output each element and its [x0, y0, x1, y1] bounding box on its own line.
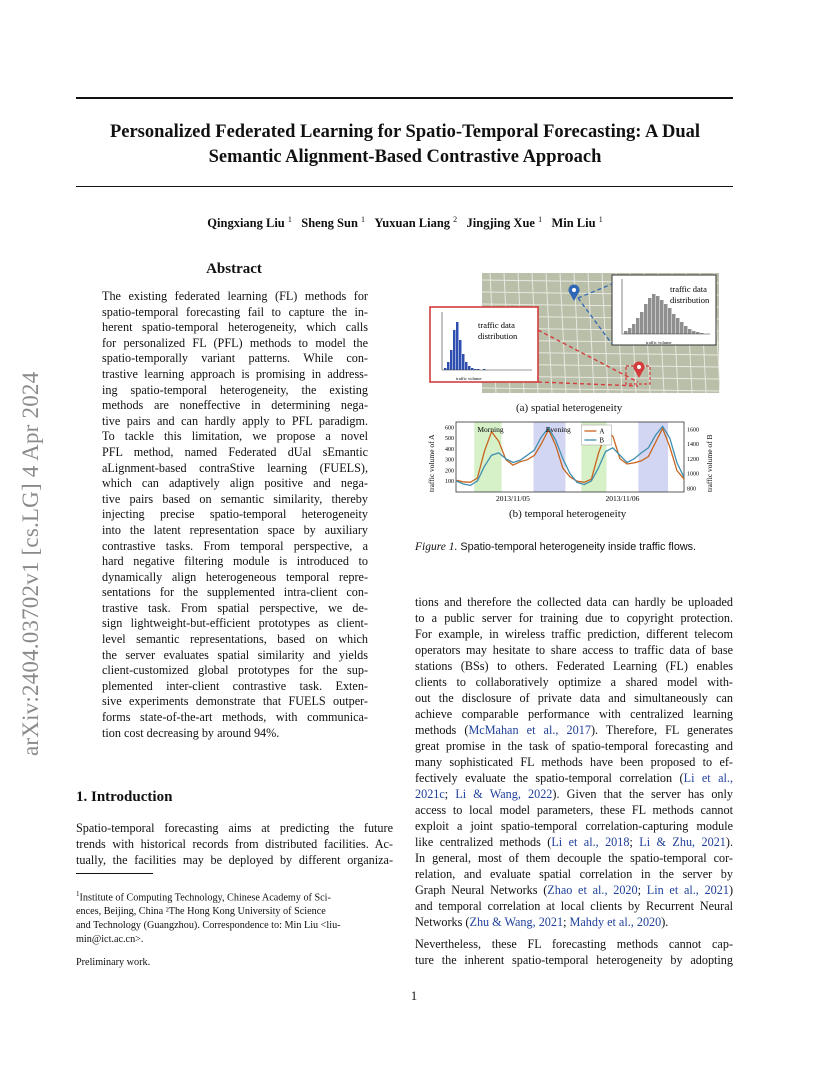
author-name: Yuxuan Liang: [374, 216, 454, 231]
arxiv-stamp: arXiv:2404.03702v1 [cs.LG] 4 Apr 2024: [18, 371, 43, 756]
hist-right-label-1: traffic data: [670, 284, 707, 294]
hist-right-bar: [664, 304, 668, 334]
hist-right-bar: [644, 304, 648, 334]
y2-axis-label: traffic volume of B: [705, 434, 714, 492]
body-line: clients to collaboratively optimize a shared model with-: [415, 675, 733, 689]
abstract-line: spatio-temporally variant patterns. While con-: [102, 351, 368, 366]
hist-right-bar: [648, 298, 652, 334]
abstract-line: trastive task. From spatial perspective, we de-: [102, 600, 368, 615]
abstract-line: for personalized FL (PFL) methods to model the: [102, 335, 368, 350]
y-tick-label: 200: [445, 468, 454, 475]
author-name: Sheng Sun: [301, 216, 362, 231]
page-number: 1: [410, 989, 418, 1003]
right-column-body: [415, 594, 733, 968]
abstract-line: sign lightweight-but-efficient prototypes as client-: [102, 616, 368, 631]
abstract-line: injecting precise spatio-temporal heterogeneity: [102, 507, 368, 522]
abstract-line: sentations for the supplemented intra-client con-: [102, 585, 368, 600]
hist-right-bar: [636, 318, 640, 334]
hist-right-bar: [688, 329, 692, 334]
y-tick-label: 100: [445, 479, 454, 486]
hist-right-bar: [632, 324, 636, 334]
body-line: and temporal correlation at local clients by Recurrent Neural: [415, 899, 733, 913]
hist-right-bar: [660, 300, 664, 334]
abstract-line: the server evaluates spatial similarity and yields: [102, 647, 368, 662]
hist-left-bar: [453, 330, 456, 370]
body-line: stations (BSs) to others. Federated Learning (FL) enables: [415, 659, 733, 673]
intro-line: trends with historical records from distributed facilities. Ac-: [76, 837, 393, 852]
citation-link[interactable]: Zhao et al., 2020: [547, 883, 638, 897]
footnote-line: and Technology (Guangzhou). Correspondence to: Min Liu <liu-: [76, 920, 341, 932]
legend-label: A: [599, 427, 605, 436]
chart-legend: [581, 425, 611, 445]
chart-annotation: Evening: [545, 425, 571, 434]
preliminary-note: Preliminary work.: [76, 957, 151, 968]
body-line: In general, most of them decouple the spatio-temporal cor-: [415, 851, 733, 865]
introduction-body: [76, 820, 393, 869]
footnote-marker: 1: [76, 890, 80, 898]
author-name: Min Liu: [551, 216, 599, 231]
hist-left-bar: [456, 322, 459, 370]
body-line: Nevertheless, these FL forecasting methods cannot cap-: [415, 937, 733, 951]
citation-link[interactable]: Lin et al., 2021: [646, 883, 729, 897]
footnote: [76, 887, 393, 947]
citation-link[interactable]: 2021c: [415, 787, 445, 801]
hist-right-bar: [628, 328, 632, 334]
hist-left-xlabel: traffic volume: [456, 376, 482, 381]
author-name: Jingjing Xue: [466, 216, 539, 231]
abstract-line: client-customized global prototypes for the sup-: [102, 663, 368, 678]
title-line-2: Semantic Alignment-Based Contrastive Approach: [208, 147, 602, 167]
body-line: ture the inherent spatio-temporal heterogeneity by adopting: [415, 953, 733, 967]
author-name: Qingxiang Liu: [207, 216, 288, 231]
body-line: fectively evaluate the spatio-temporal correlation (Li et al.,: [415, 771, 734, 785]
y-axis-label: traffic volume of A: [427, 434, 436, 492]
abstract-line: ing spatio-temporal heterogeneity, the existing: [102, 382, 368, 397]
abstract-line: tive pairs based on semantic similarity, thereby: [102, 491, 368, 506]
abstract-line: dynamically align heterogeneous temporal repre-: [102, 569, 368, 584]
footnote-rule: [76, 873, 153, 874]
abstract-line: tion cost decreasing by around 94%.: [102, 725, 280, 740]
abstract-line: level semantic representations, based on which: [102, 632, 368, 647]
top-rule: [76, 97, 733, 99]
citation-link[interactable]: Zhu & Wang, 2021: [469, 915, 564, 929]
body-line: For example, in wireless traffic prediction, different telecom: [415, 627, 733, 641]
hist-left-bar: [447, 362, 450, 370]
hist-inset-left: [430, 307, 538, 382]
hist-right-bar: [676, 318, 680, 334]
chart-annotation: Morning: [477, 425, 504, 434]
abstract-line: sive experiments demonstrate that FUELS outper-: [102, 694, 368, 709]
paper-title: [60, 120, 750, 170]
body-line: many sophisticated FL methods have been proposed to ef-: [415, 755, 733, 769]
abstract-line: hard negative filtering module is introduced to: [102, 554, 368, 569]
abstract-line: which can adaptively align positive and nega-: [102, 476, 368, 491]
hist-right-bar: [668, 308, 672, 334]
author-affiliation-marker: 2: [453, 215, 458, 224]
author-affiliation-marker: 1: [361, 215, 366, 224]
abstract-line: herent spatio-temporal heterogeneity, which calls: [102, 320, 368, 335]
hist-left-bar: [462, 354, 465, 370]
hist-right-bar: [692, 331, 696, 334]
body-line: achieve comparable performance with centralized learning: [415, 707, 733, 721]
body-line: relation, and evaluate spatial correlation in the server by: [415, 867, 733, 881]
citation-link[interactable]: Mahdy et al., 2020: [569, 915, 662, 929]
hist-left-label-2: distribution: [478, 331, 518, 341]
y-tick-label: 600: [445, 425, 454, 432]
hist-right-label-2: distribution: [670, 295, 710, 305]
footnote-line: $^1$Institute of Computing Technology, Chinese Academy of Sci-: [76, 890, 331, 904]
y-tick-label: 500: [445, 436, 454, 443]
abstract-line: methods are noneffective in determining nega-: [102, 398, 368, 413]
hist-right-bar: [624, 331, 628, 334]
hist-right-bar: [672, 314, 676, 334]
title-bottom-rule: [76, 186, 733, 187]
author-affiliation-marker: 1: [538, 215, 543, 224]
hist-right-bar: [640, 312, 644, 334]
citation-link[interactable]: Li et al., 2018: [551, 835, 630, 849]
hist-left-bar: [468, 366, 471, 370]
panel-b-label: (b) temporal heterogeneity: [509, 508, 627, 520]
abstract-line: trastive learning approach is promising in address-: [102, 366, 368, 381]
abstract-line: tive pairs and can hardly apply to PFL paradigm.: [102, 413, 368, 428]
abstract-line: PFL method, named Federated dUal sEmantic: [102, 444, 368, 459]
body-line: exploit a joint spatio-temporal correlation-capturing module: [415, 819, 733, 833]
body-line: 2021c; Li & Wang, 2022). Given that the server has only: [415, 787, 733, 801]
body-line: Networks (Zhu & Wang, 2021; Mahdy et al., 2020).: [415, 915, 669, 929]
figure-caption: [415, 541, 696, 553]
y2-tick-label: 1000: [687, 471, 699, 478]
body-line: to a public server for training due to copyright protection.: [415, 611, 733, 625]
abstract-line: contrastive tasks. From temporal perspective, a: [102, 538, 368, 553]
abstract-line: into the latent representation space by auxiliary: [102, 522, 368, 537]
hist-left-bar: [465, 362, 468, 370]
y-tick-label: 400: [445, 446, 454, 453]
body-line: methods (McMahan et al., 2017). Therefore, FL generates: [415, 723, 733, 737]
x-tick-label: 2013/11/05: [496, 494, 530, 503]
hist-right-xlabel: traffic volume: [646, 340, 672, 345]
hist-right-bar: [680, 322, 684, 334]
body-line: operators may hesitate to share access to traffic data of base: [415, 643, 733, 657]
abstract-line: The existing federated learning (FL) methods for: [102, 289, 368, 303]
figure-1-graphic: [420, 270, 720, 525]
abstract-line: forms state-of-the-art methods, with communica-: [102, 710, 368, 725]
legend-label: B: [599, 436, 605, 445]
abstract-line: spatio-temporal forecasting fail to capture the in-: [102, 304, 368, 319]
hist-right-bar: [656, 296, 660, 334]
intro-line: Spatio-temporal forecasting aims at predicting the future: [76, 821, 393, 835]
y2-tick-label: 1200: [687, 456, 699, 463]
body-line: access to local model parameters, these FL methods cannot: [415, 803, 733, 817]
citation-link[interactable]: Li & Wang, 2022: [455, 787, 553, 801]
y2-tick-label: 1600: [687, 427, 699, 434]
intro-line: tually, the facilities may be deployed by different organiza-: [76, 853, 393, 868]
section-heading-introduction: 1. Introduction: [76, 789, 173, 805]
author-list: [60, 215, 750, 231]
x-tick-label: 2013/11/06: [605, 494, 640, 503]
body-line: like centralized methods (Li et al., 2018; Li & Zhu, 2021).: [415, 835, 733, 849]
body-line: great promise in the task of spatio-temporal forecasting and: [415, 739, 733, 753]
footnote-line: ences, Beijing, China ²The Hong Kong University of Science: [76, 906, 326, 918]
abstract-line: plemented inter-client contrastive task. Exten-: [102, 678, 368, 693]
abstract-heading: Abstract: [206, 261, 262, 277]
footnote-line: min@ict.ac.cn>.: [76, 934, 144, 946]
hist-left-bar: [459, 340, 462, 370]
y-tick-label: 300: [445, 457, 454, 464]
y2-tick-label: 800: [687, 486, 696, 493]
body-line: out the disclosure of private data and simultaneously can: [415, 691, 733, 705]
author-affiliation-marker: 1: [598, 215, 603, 224]
panel-a-label: (a) spatial heterogeneity: [516, 402, 623, 414]
abstract-body: [102, 289, 368, 741]
hist-left-label-1: traffic data: [478, 320, 515, 330]
hist-right-bar: [684, 326, 688, 334]
body-line: Graph Neural Networks (Zhao et al., 2020; Lin et al., 2021): [415, 883, 734, 897]
abstract-line: To tackle this limitation, we propose a novel: [102, 429, 368, 444]
abstract-line: aLignment-based contraStive learning (FUELS),: [102, 460, 368, 475]
figure-caption-prefix: Figure 1.: [415, 541, 458, 553]
title-line-1: Personalized Federated Learning for Spatio-Temporal Forecasting: A Dual: [109, 122, 701, 142]
hist-right-bar: [652, 294, 656, 334]
hist-left-bar: [450, 350, 453, 370]
author-affiliation-marker: 1: [287, 215, 292, 224]
figure-1: [420, 270, 720, 525]
figure-caption-text: Spatio-temporal heterogeneity inside traffic flows.: [457, 541, 697, 553]
citation-link[interactable]: McMahan et al., 2017: [468, 723, 591, 737]
body-line: tions and therefore the collected data can hardly be uploaded: [415, 595, 733, 609]
y2-tick-label: 1400: [687, 442, 699, 449]
citation-link[interactable]: Li et al.,: [683, 771, 734, 785]
citation-link[interactable]: Li & Zhu, 2021: [639, 835, 726, 849]
